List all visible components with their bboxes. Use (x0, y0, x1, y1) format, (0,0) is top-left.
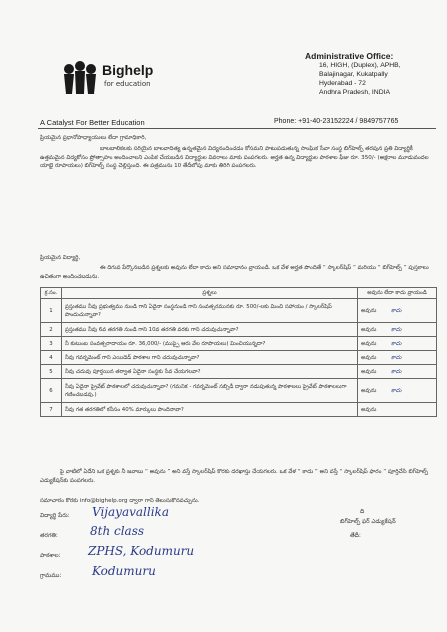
answer-handwritten: కాదు (391, 307, 402, 314)
answer-printed: అవును (361, 406, 377, 413)
answer-printed: అవును (361, 387, 377, 394)
row-number: 5 (41, 365, 62, 379)
answer-handwritten: కాదు (391, 326, 402, 333)
brand-name: Bighelp (102, 62, 154, 78)
row-number: 2 (41, 323, 62, 337)
school-value[interactable]: ZPHS, Kodumuru (88, 544, 195, 558)
address-line: Andhra Pradesh, INDIA (319, 89, 391, 96)
village-label: గ్రామము: (40, 573, 62, 579)
row-number: 6 (41, 379, 62, 403)
row-question: ప్రస్తుతము నీవు 6వ తరగతి నుండి గాని 10వ తరగతి వరకు గాని చదువుచున్నావా? (62, 323, 358, 337)
header-divider (38, 128, 436, 129)
bighelp-logo-icon (60, 60, 100, 96)
phone-number: Phone: +91-40-23152224 / 9849757765 (274, 118, 399, 125)
row-question: ప్రస్తుతము నీవు ప్రభుత్వము నుండి గాని ఏదైనా సంస్థనుండి గాని సంవత్సరమునకు రూ. 500/-లకు మించి సహాయం / స్కాలర్‌షిప్ పొందుచున్నావా? (62, 299, 358, 323)
row-answer[interactable] (358, 337, 437, 351)
student-salutation-text: ప్రియమైన విద్యార్థి, (40, 255, 81, 261)
row-question: నీ కుటుంబ సంవత్సరాదాయం రూ. 36,000/- (ముప్పై ఆరు వేల రూపాయలు) మించియున్నదా? (62, 337, 358, 351)
row-number: 4 (41, 351, 62, 365)
table-row (41, 337, 437, 351)
address-line: Hyderabad - 72 (319, 80, 366, 87)
table-row (41, 379, 437, 403)
answer-printed: అవును (361, 307, 377, 314)
row-answer[interactable] (358, 299, 437, 323)
salutation-text: ప్రియమైన ప్రధానోపాధ్యాయులు లేదా గ్రామాధికారి, (40, 135, 147, 141)
signatory: బిగ్‌హెల్ప్ ఫర్ ఎడ్యుకేషన్ (340, 519, 396, 525)
table-row (41, 323, 437, 337)
class-label: తరగతి: (40, 533, 58, 539)
closing-text: పై వాటిలో ఏదేని ఒక ప్రశ్నకు నీ జవాబు “ అవును ” అని వస్తే స్కాలర్‌షిప్ కొరకు దరఖాస్తు చేయగలరు. ఒక వేళ “ కాదు ” అని వస్తే “ స్కాలర్‌షిప్ ఫారం ” పూర్తిచేసి బిగ్‌హెల్ప్ ఎడ్యుకేషన్‌కు పంపగలరు. (40, 469, 428, 484)
row-answer[interactable] (358, 351, 437, 365)
row-answer[interactable] (358, 323, 437, 337)
answer-printed: అవును (361, 368, 377, 375)
student-name-label: విద్యార్థి పేరు: (40, 513, 70, 519)
contact-text: సమాచారం కొరకు info@bighelp.org ద్వారా గాని తెలుసుకొనవచ్చును. (40, 498, 200, 504)
tagline: A Catalyst For Better Education (40, 118, 145, 127)
office-address (305, 52, 445, 97)
row-question: నీవు ఏదైనా ప్రైవేట్ పాఠశాలలో చదువుచున్నావా? (గమనిక - గవర్నమెంట్ సబ్సిడీ ద్వారా నడుపుతున్న పాఠశాలలు ప్రైవేట్ పాఠశాలలుగా గణించబడవు.) (62, 379, 358, 403)
date-label: తేదీ: (350, 532, 361, 539)
salutation (40, 134, 438, 143)
school-label: పాఠశాల: (40, 553, 61, 559)
row-number: 7 (41, 403, 62, 417)
answer-printed: అవును (361, 354, 377, 361)
table-row (41, 351, 437, 365)
answer-printed: అవును (361, 326, 377, 333)
brand-subtitle: for education (104, 80, 151, 88)
office-title: Administrative Office: (305, 51, 394, 61)
row-answer[interactable] (358, 365, 437, 379)
signature-mark: ది (360, 508, 365, 515)
address-line: 16, HIGH, (Duplex), APHB, (319, 62, 401, 69)
class-value[interactable]: 8th class (90, 524, 145, 538)
answer-handwritten: కాదు (391, 387, 402, 394)
eligibility-table (40, 287, 437, 417)
row-number: 3 (41, 337, 62, 351)
header-question: ప్రశ్నలు (62, 288, 358, 299)
student-name-value[interactable]: Vijayavallika (92, 505, 169, 519)
intro-text: బాలబాలికలకు సరియైన బాలవాదిత్య ఉన్నతమైన విద్యనందించడం కోసమని పాటుపడుతున్న సాంఘిక సేవా సంస్థ బిగ్‌హెల్ప్ తరపున ప్రతి విద్యార్థికీ ఉత్తమమైన విద్యకోసం ప్రోత్సాహం అందించాలని ఎంపిక చేయబడిన విద్యార్థుల వివరాలు మాకు పంపగలరు. అర్హత ఉన్న విద్యార్థుల పాఠశాల ఫీజు రూ. 350/- (అక్షరాల మూడువందల యాభై రూపాయలు) బిగ్‌హెల్ప్ సంస్థ చెల్లిస్తుంది. ఈ పత్రమును 10 తేదీలోపు మాకు తిరిగి పంపగలరు. (40, 146, 429, 170)
answer-handwritten: కాదు (391, 368, 402, 375)
header-answer: అవును లేదా కాదు వ్రాయండి (358, 288, 437, 299)
row-answer[interactable] (358, 379, 437, 403)
row-question: నీవు చదువు పూర్తయిన తర్వాత ఏదైనా సంస్థకు సేవ చేయగలవా? (62, 365, 358, 379)
row-question: నీవు గత తరగతిలో కనీసం 40% మార్కులు పొందినావా? (62, 403, 358, 417)
row-question: నీవు గవర్నమెంట్ గాని ఎయిడెడ్ పాఠశాల గాని చదువుచున్నావా? (62, 351, 358, 365)
student-salutation (40, 254, 438, 263)
table-row (41, 403, 437, 417)
answer-handwritten: కాదు (391, 340, 402, 347)
address-line: Balajinagar, Kukatpally (319, 71, 388, 78)
answer-printed: అవును (361, 340, 377, 347)
table-header-row (41, 288, 437, 299)
row-number: 1 (41, 299, 62, 323)
header-serial: క్ర.సం. (41, 288, 62, 299)
village-value[interactable]: Kodumuru (92, 564, 156, 578)
row-answer[interactable] (358, 403, 437, 417)
table-row (41, 365, 437, 379)
closing-paragraph (40, 468, 438, 485)
instructions-paragraph (40, 264, 438, 281)
intro-paragraph (40, 145, 438, 171)
answer-handwritten: కాదు (391, 354, 402, 361)
table-row (41, 299, 437, 323)
instructions-text: ఈ దిగువ పేర్కొనబడిన ప్రశ్నలకు అవును లేదా కాదు అని సమాధానం వ్రాయండి. ఒక వేళ అర్హత పొందితే “ స్కాలర్‌షిప్ ” మరియు “ బిగ్‌హెల్ప్ ” పుస్తకాలు ఉచితంగా అందించబడును. (40, 265, 429, 280)
